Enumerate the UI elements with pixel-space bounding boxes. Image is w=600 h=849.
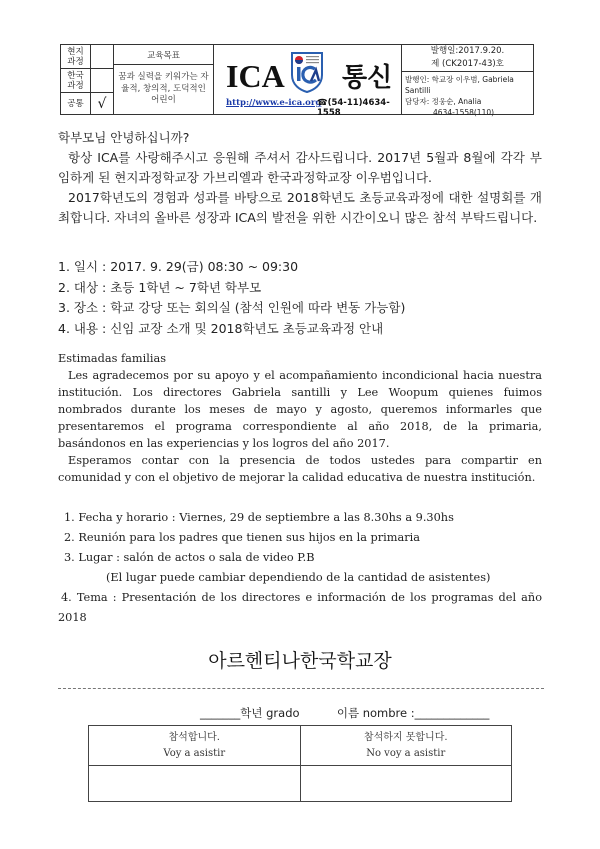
checkmark-icon: √ [97,95,107,112]
website-link[interactable]: http://www.e-ica.org [226,98,322,108]
spanish-item-topic: 4. Tema : Presentación de los directores e información de los programas del año 2018 [58,591,542,624]
newsletter-title: 통신 [342,63,393,93]
attend-label-es: Voy a asistir [163,747,226,759]
not-attend-label-es: No voy a asistir [366,747,446,759]
phone-number: ☎(54-11)4634-1558 [317,98,390,118]
korean-paragraph-1: 항상 ICA를 사랑해주시고 응원해 주셔서 감사드립니다. 2017년 5월과 8월에 각각 부임하게 된 현지과정학교장 가브리엘과 한국과정학교장 이우범입니다. [58,150,542,185]
education-goal-text: 꿈과 실력을 키워가는 자율적, 창의적, 도덕적인 어린이 [118,72,209,106]
issue-number: 제 (CK2017-43)호 [431,59,504,69]
publisher-info [402,72,533,120]
spanish-paragraph-2: Esperamos contar con la presencia de todos ustedes para compartir en comunidad y con el objetivo de mejorar la calidad educativa de nuestra institución. [58,454,542,484]
contact-phone: 4634-1558(110) [433,108,495,117]
cut-line-divider [58,688,544,689]
brand-name: ICA [226,58,285,94]
attend-label-ko: 참석합니다. [168,731,220,743]
attendance-table [88,725,512,802]
korean-item-target: 2. 대상 : 초등 1학년 ~ 7학년 학부모 [58,279,262,295]
ica-logo-icon [290,51,324,93]
spanish-item-audience: 2. Reunión para los padres que tienen sus hijos en la primaria [64,531,420,544]
course-label-common: 공통 [67,98,84,109]
course-mark-column [91,45,114,114]
attend-mark-cell[interactable] [89,766,301,802]
korean-section [58,128,542,228]
course-mark-local [91,45,113,69]
spanish-section [58,350,542,486]
course-mark-korean [91,69,113,93]
korean-item-date: 1. 일시 : 2017. 9. 29(금) 08:30 ~ 09:30 [58,259,299,274]
masthead [214,45,402,118]
contact-person: 담당자: 정웅순, Analia [405,97,482,106]
spanish-paragraph-1: Les agradecemos por su apoyo y el acompañamiento incondicional hacia nuestra institución. Los directores Gabriela santilli y Lee Woopum quienes fuimos nombrados durante los meses de mayo y agosto, queremos informarles que presentaremos el programa correspondiente al año 2018, de la primaria, basándonos en las experiencias y los logros del año 2017. [58,369,542,450]
not-attend-option-header [300,726,512,766]
course-label-column [61,45,91,114]
school-signature: 아르헨티나한국학교장 [208,650,392,672]
course-label-local: 현지 과정 [61,45,90,69]
name-field[interactable]: 이름 nombre :_____________ [336,706,490,720]
education-goal-title: 교육목표 [114,45,213,65]
korean-item-place: 3. 장소 : 학교 강당 또는 회의실 (참석 인원에 따라 변동 가능함) [58,300,406,315]
spanish-item-place: 3. Lugar : salón de actos o sala de video P.B [64,551,315,564]
not-attend-label-ko: 참석하지 못합니다. [363,731,448,743]
korean-details-list [58,257,542,339]
course-label-korean: 한국 과정 [61,69,90,93]
korean-item-content: 4. 내용 : 신임 교장 소개 및 2018학년도 초등교육과정 안내 [58,320,384,336]
spanish-greeting: Estimadas familias [58,352,166,365]
grade-field[interactable]: _______학년 grado [200,706,300,720]
korean-greeting: 학부모님 안녕하십니까? [58,130,190,145]
publisher: 발행인: 학교장 이우범, Gabriela Santilli [405,75,514,95]
spanish-item-date: 1. Fecha y horario : Viernes, 29 de septiembre a las 8.30hs a 9.30hs [64,511,454,524]
korean-paragraph-2: 2017학년도의 경험과 성과를 바탕으로 2018학년도 초등교육과정에 대한 설명회를 개최합니다. 자녀의 올바른 성장과 ICA의 발전을 위한 시간이오니 많은 참석 부탁드립니다. [58,190,542,225]
reply-slip-fields [200,705,489,721]
issue-info [402,45,533,117]
not-attend-mark-cell[interactable] [300,766,512,802]
spanish-item-place-note: (El lugar puede cambiar dependiendo de la cantidad de asistentes) [106,571,491,584]
education-goal [114,45,214,114]
newsletter-header [60,44,534,118]
issue-meta [402,45,533,72]
attend-option-header [89,726,301,766]
issue-date: 발행일:2017.9.20. [430,46,505,56]
spanish-details-list [58,508,542,628]
